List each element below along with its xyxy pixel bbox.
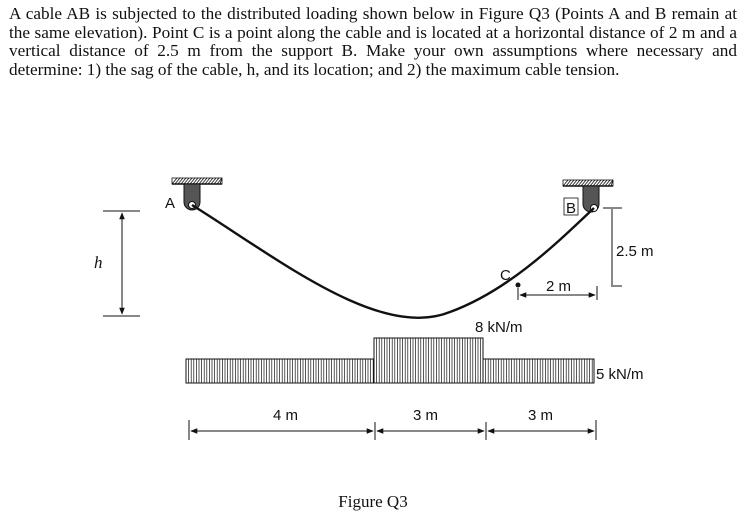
point-b-label: B	[566, 200, 577, 217]
horizontal-dim-c-label: 2 m	[546, 278, 572, 295]
vertical-dim-c-label: 2.5 m	[616, 243, 654, 260]
support-a	[172, 178, 222, 210]
sag-label: h	[94, 253, 103, 272]
point-c-marker	[516, 283, 521, 288]
figure-caption: Figure Q3	[338, 492, 408, 511]
problem-paragraph: A cable AB is subjected to the distributed loading shown below in Figure Q3 (Points A and B remain at the same elevation). Point C is a point along the cable and is located at a horizontal distance of 2 m and a vertical distance of 2.5 m from the support B. Make your own assumptions where necessary and determine: 1) the sag of the cable, h, and its location; and 2) the maximum cable tension.	[9, 4, 737, 79]
distributed-load	[186, 338, 594, 383]
load-high-label: 8 kN/m	[475, 319, 523, 336]
span-mid-label: 3 m	[413, 407, 439, 424]
cable-ab	[192, 205, 594, 318]
span-right-label: 3 m	[528, 407, 554, 424]
point-a-label: A	[165, 195, 176, 212]
load-low-label: 5 kN/m	[596, 366, 644, 383]
point-c-label: C	[500, 267, 511, 284]
sag-dimension	[103, 211, 140, 316]
span-left-label: 4 m	[273, 407, 299, 424]
